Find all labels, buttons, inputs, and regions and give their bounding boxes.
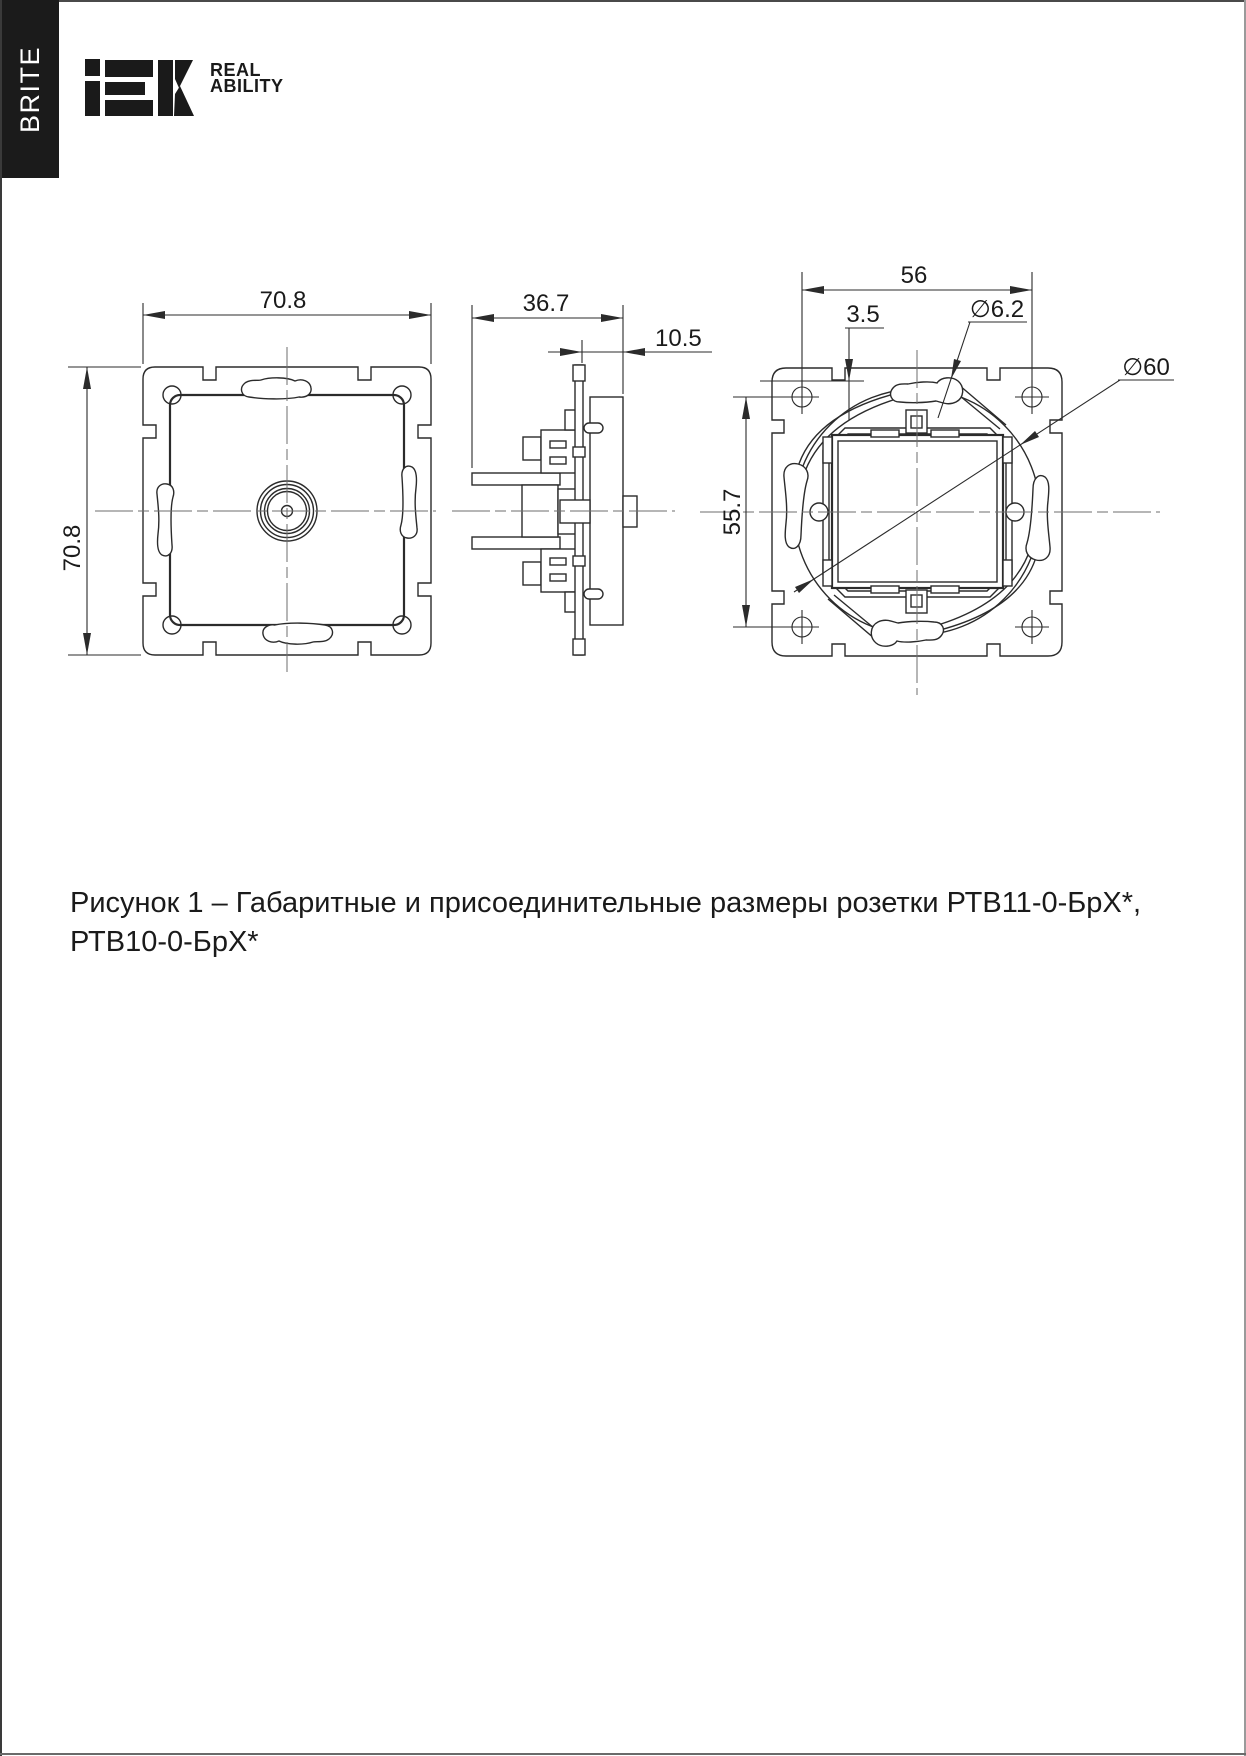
series-tab-label: BRITE: [15, 45, 46, 133]
side-view-drawing: [452, 290, 712, 655]
back-hole-dia-label: ∅6.2: [969, 296, 1025, 323]
front-width-label: 70.8: [259, 287, 307, 314]
back-mount-dia-label: ∅60: [1122, 354, 1170, 381]
brand-tagline-2: ABILITY: [210, 76, 284, 96]
back-vertical-span-label: 55.7: [719, 488, 746, 536]
side-panel-depth-label: 10.5: [655, 325, 702, 352]
back-view-drawing: [700, 262, 1174, 695]
back-screw-span-label: 56: [900, 262, 928, 289]
series-tab: [2, 0, 59, 178]
front-height-label: 70.8: [59, 524, 86, 572]
side-depth-label: 36.7: [522, 290, 570, 317]
figure-caption-line-2: РТВ10-0-БрХ*: [70, 926, 259, 958]
figure-caption-line-1: Рисунок 1 – Габаритные и присоединительные размеры розетки РТВ11-0-БрХ*,: [70, 887, 1142, 919]
front-view-drawing: [59, 287, 436, 672]
side-panel-depth-dimension: [548, 325, 712, 363]
page-border-bottom: [0, 1753, 1246, 1755]
page-border-left: [0, 0, 2, 1756]
brand-tagline-1: REAL: [210, 60, 261, 80]
page-border-top: [0, 0, 1246, 2]
figure-caption: [70, 884, 1220, 962]
iek-logo: [85, 59, 284, 116]
back-gap-label: 3.5: [846, 301, 880, 328]
